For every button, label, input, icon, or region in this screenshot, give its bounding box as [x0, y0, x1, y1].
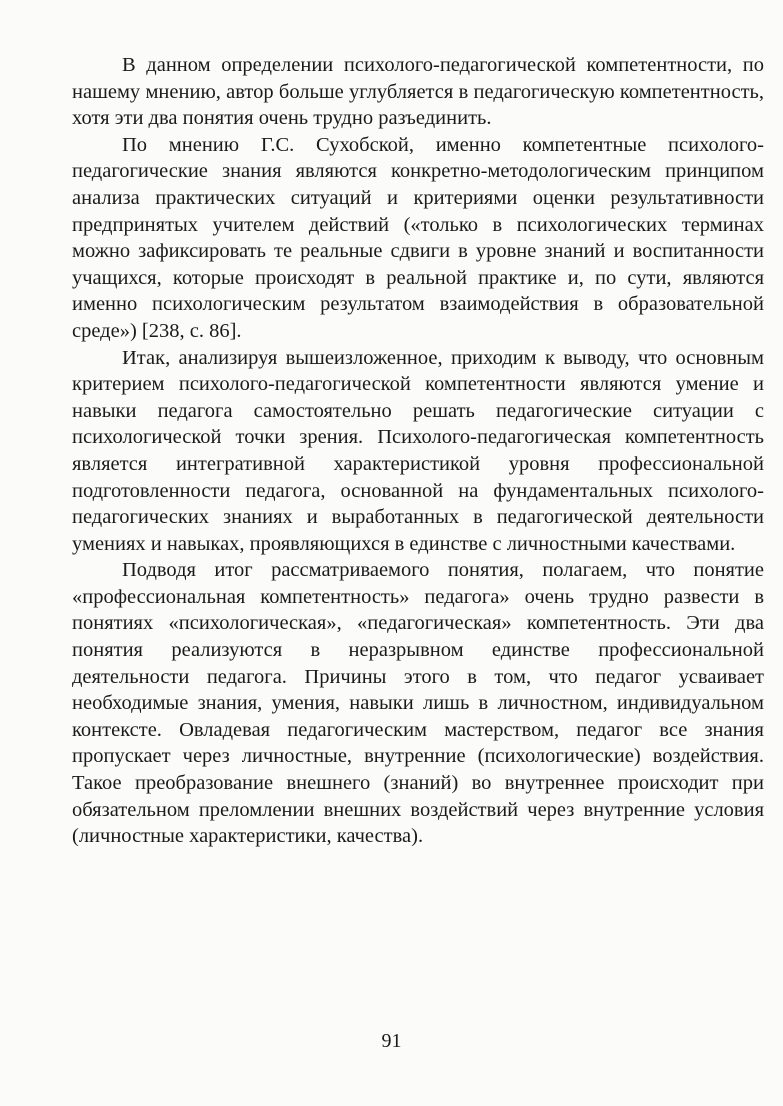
paragraph-2: По мнению Г.С. Сухобской, именно компетентные психолого-педагогические знания являются конкретно-методологическим принципом анализа практических ситуаций и критериями оценки результативности предпринятых учителем действий («только в психологических терминах можно зафиксировать те реальные сдвиги в уровне знаний и воспитанности учащихся, которые происходят в реальной практике и, по сути, являются именно психологическим результатом взаимодействия в образовательной среде») [238, с. 86]. [72, 133, 764, 342]
body-text [72, 52, 764, 850]
paragraph-4: Подводя итог рассматриваемого понятия, полагаем, что понятие «профессиональная компетентность» педагога» очень трудно развести в понятиях «психологическая», «педагогическая» компетентность. Эти два понятия реализуются в неразрывном единстве профессиональной деятельности педагога. Причины этого в том, что педагог усваивает необходимые знания, умения, навыки лишь в личностном, индивидуальном контексте. Овладевая педагогическим мастерством, педагог все знания пропускает через личностные, внутренние (психологические) воздействия. Такое преобразование внешнего (знаний) во внутреннее происходит при обязательном преломлении внешних воздействий через внутренние условия (личностные характеристики, качества). [72, 559, 764, 848]
page-number: 91 [381, 1030, 402, 1052]
paragraph-1: В данном определении психолого-педагогической компетентности, по нашему мнению, автор больше углубляется в педагогическую компетентность, хотя эти два понятия очень трудно разъединить. [72, 54, 764, 130]
paragraph-3: Итак, анализируя вышеизложенное, приходим к выводу, что основным критерием психолого-педагогической компетентности являются умение и навыки педагога самостоятельно решать педагогические ситуации с психологической точки зрения. Психолого-педагогическая компетентность является интегративной характеристикой уровня профессиональной подготовленности педагога, основанной на фундаментальных психолого-педагогических знаниях и выработанных в педагогической деятельности умениях и навыках, проявляющихся в единстве с личностными качествами. [72, 346, 764, 555]
